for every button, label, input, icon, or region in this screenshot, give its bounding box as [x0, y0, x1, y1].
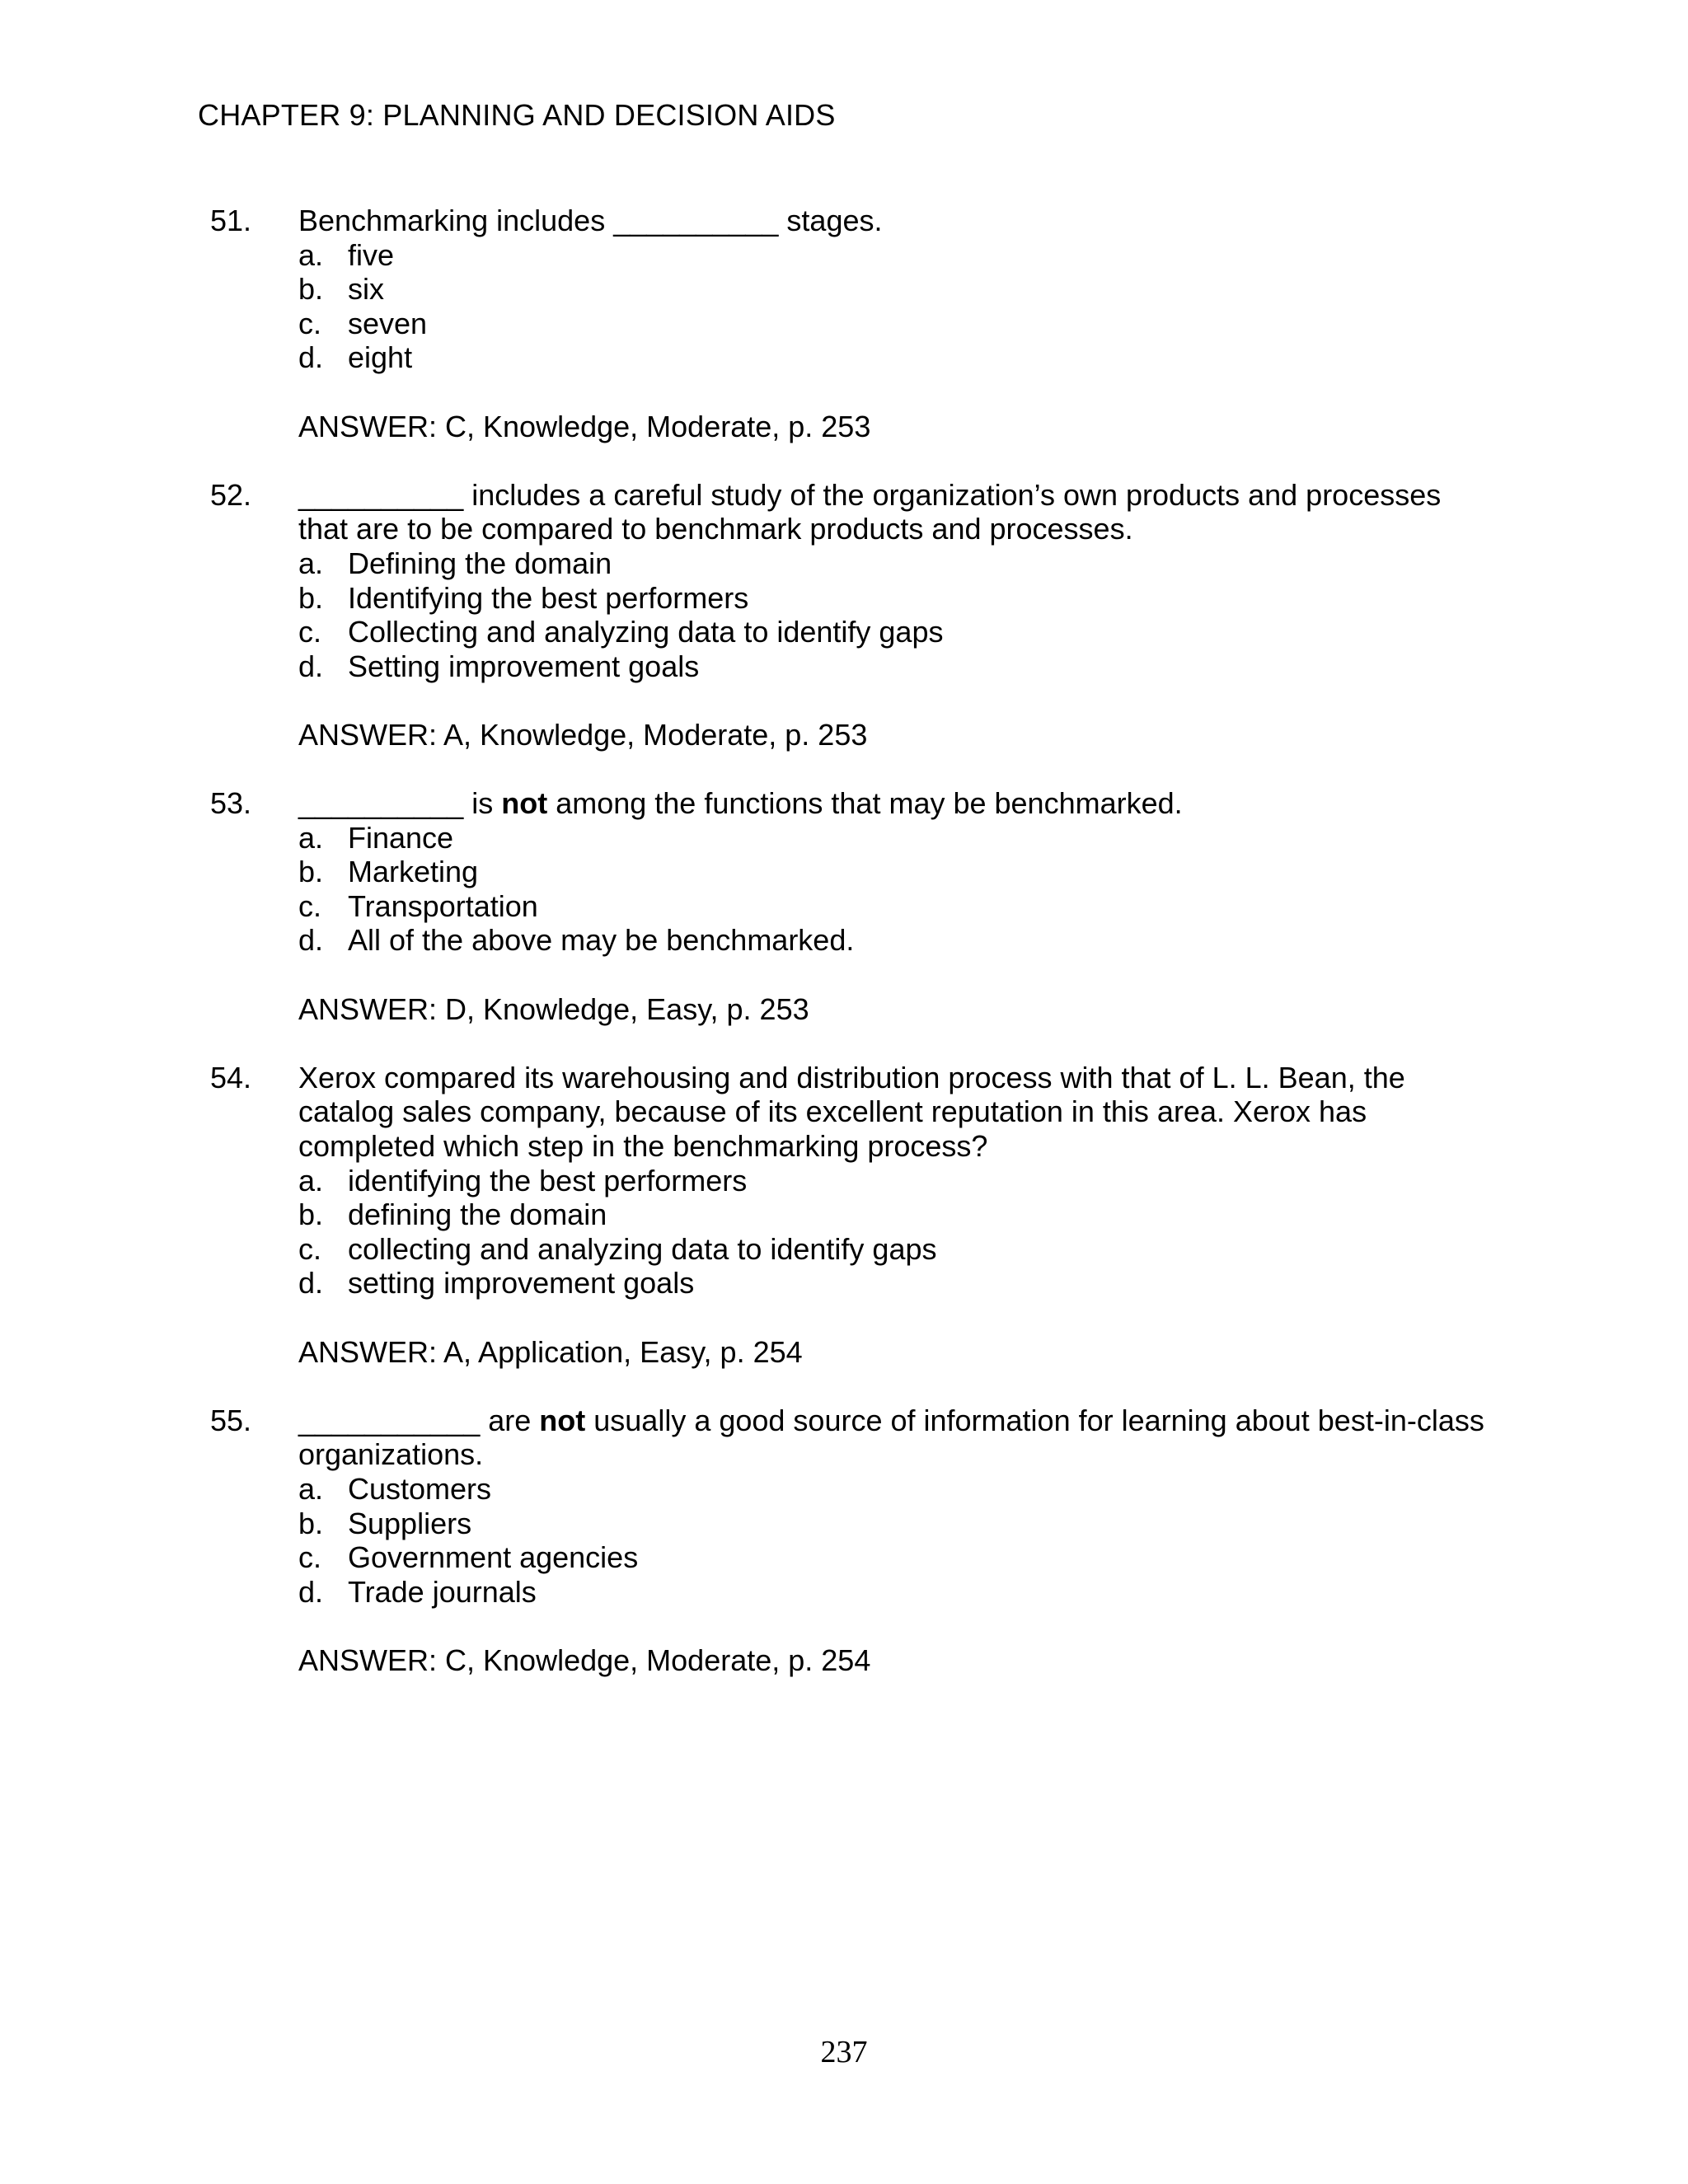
- option-letter: d.: [298, 649, 324, 683]
- option-letter: c.: [298, 1231, 322, 1266]
- option-c: [298, 1540, 1493, 1575]
- option-letter: a.: [298, 237, 324, 272]
- option-letter: c.: [298, 306, 322, 340]
- option-text: Transportation: [348, 888, 538, 923]
- option-a: [298, 1472, 1493, 1507]
- option-text: Setting improvement goals: [348, 649, 700, 683]
- question-list: [0, 204, 1688, 1678]
- option-b: [298, 855, 1493, 889]
- option-text: defining the domain: [348, 1197, 607, 1232]
- question-body: [298, 786, 1493, 1026]
- question-stem: [298, 1061, 1493, 1164]
- option-list: [298, 821, 1493, 958]
- question-number: 55.: [210, 1403, 252, 1437]
- question-stem: [298, 786, 1493, 821]
- option-text: Finance: [348, 820, 454, 855]
- option-text: Marketing: [348, 855, 479, 889]
- option-letter: a.: [298, 1163, 324, 1197]
- option-d: [298, 649, 1493, 684]
- stem-text: Xerox compared its warehousing and distribution process with that of L. L. Bean, the catalog sales company, because of its excellent reputation in this area. Xerox has completed which step in the benchmarking process?: [298, 1060, 1405, 1164]
- option-a: [298, 238, 1493, 273]
- option-letter: b.: [298, 1506, 324, 1540]
- option-c: [298, 889, 1493, 924]
- option-letter: d.: [298, 1574, 324, 1609]
- stem-text-after: among the functions that may be benchmarked.: [547, 786, 1183, 821]
- stem-text: ___________ are: [298, 1403, 540, 1437]
- answer-line: ANSWER: A, Application, Easy, p. 254: [298, 1334, 803, 1369]
- answer-line: ANSWER: C, Knowledge, Moderate, p. 253: [298, 409, 871, 443]
- question-number: 54.: [210, 1060, 252, 1094]
- question-number: 53.: [210, 786, 252, 821]
- option-d: [298, 1266, 1493, 1301]
- question-stem: [298, 478, 1493, 546]
- option-text: collecting and analyzing data to identify gaps: [348, 1231, 937, 1266]
- question-body: [298, 1061, 1493, 1369]
- stem-bold-text: not: [501, 786, 548, 821]
- question-body: [298, 204, 1493, 443]
- stem-text: __________ includes a careful study of the organization’s own products and processes that are to be compared to benchmark products and processes.: [298, 477, 1442, 546]
- answer-line: ANSWER: A, Knowledge, Moderate, p. 253: [298, 717, 868, 752]
- option-text: All of the above may be benchmarked.: [348, 923, 855, 958]
- option-letter: a.: [298, 820, 324, 855]
- question-number: 52.: [210, 477, 252, 512]
- option-d: [298, 1575, 1493, 1610]
- question-stem: [298, 204, 1493, 238]
- option-text: Identifying the best performers: [348, 580, 749, 615]
- option-list: [298, 1164, 1493, 1301]
- option-text: Collecting and analyzing data to identify gaps: [348, 615, 944, 649]
- option-letter: a.: [298, 1471, 324, 1506]
- question-stem: [298, 1404, 1493, 1472]
- option-list: [298, 238, 1493, 375]
- option-letter: d.: [298, 923, 324, 958]
- question-51: [0, 204, 1688, 443]
- option-text: Trade journals: [348, 1574, 537, 1609]
- option-c: [298, 307, 1493, 341]
- option-b: [298, 1197, 1493, 1232]
- stem-text: Benchmarking includes __________ stages.: [298, 204, 883, 237]
- option-text: eight: [348, 340, 413, 375]
- option-a: [298, 546, 1493, 581]
- option-text: setting improvement goals: [348, 1266, 695, 1301]
- stem-text: __________ is: [298, 786, 502, 821]
- option-list: [298, 546, 1493, 683]
- option-letter: c.: [298, 615, 322, 649]
- question-53: [0, 786, 1688, 1026]
- option-text: Government agencies: [348, 1540, 639, 1575]
- page-number: 237: [820, 2035, 868, 2069]
- question-body: [298, 1404, 1493, 1678]
- option-c: [298, 615, 1493, 649]
- option-text: identifying the best performers: [348, 1163, 748, 1197]
- option-letter: d.: [298, 340, 324, 375]
- option-letter: b.: [298, 580, 324, 615]
- option-letter: c.: [298, 1540, 322, 1575]
- option-b: [298, 581, 1493, 616]
- question-number: 51.: [210, 204, 252, 237]
- option-text: seven: [348, 306, 428, 340]
- option-letter: d.: [298, 1266, 324, 1301]
- option-text: Customers: [348, 1471, 492, 1506]
- option-b: [298, 1507, 1493, 1541]
- stem-bold-text: not: [539, 1403, 586, 1437]
- option-text: Suppliers: [348, 1506, 472, 1540]
- option-a: [298, 1164, 1493, 1198]
- option-d: [298, 923, 1493, 958]
- option-a: [298, 821, 1493, 855]
- option-list: [298, 1472, 1493, 1609]
- question-body: [298, 478, 1493, 752]
- option-d: [298, 340, 1493, 375]
- question-52: [0, 478, 1688, 752]
- question-54: [0, 1061, 1688, 1369]
- answer-line: ANSWER: C, Knowledge, Moderate, p. 254: [298, 1643, 871, 1677]
- option-letter: b.: [298, 272, 324, 307]
- option-text: six: [348, 272, 384, 307]
- stem-text-after: usually a good source of information for learning about best-in-class organizations.: [298, 1403, 1484, 1472]
- option-letter: a.: [298, 546, 324, 580]
- option-letter: b.: [298, 1197, 324, 1232]
- option-letter: b.: [298, 855, 324, 889]
- chapter-header: CHAPTER 9: PLANNING AND DECISION AIDS: [198, 98, 836, 132]
- option-letter: c.: [298, 888, 322, 923]
- option-c: [298, 1232, 1493, 1267]
- question-55: [0, 1404, 1688, 1678]
- answer-line: ANSWER: D, Knowledge, Easy, p. 253: [298, 991, 809, 1026]
- option-text: five: [348, 237, 395, 272]
- option-text: Defining the domain: [348, 546, 612, 580]
- option-b: [298, 272, 1493, 307]
